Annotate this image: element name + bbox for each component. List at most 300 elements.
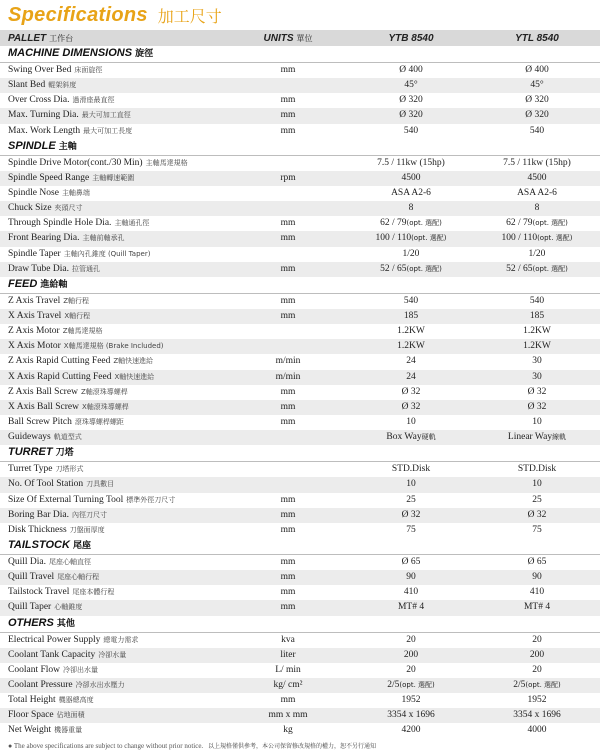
spec-value-1 [348, 370, 474, 385]
spec-value-text: 185 [529, 311, 545, 322]
spec-value-2 [474, 216, 600, 231]
table-row [0, 155, 600, 171]
table-row [0, 171, 600, 186]
spec-unit [228, 186, 348, 201]
table-row [0, 385, 600, 400]
spec-label-zh: 總電力需求 [103, 635, 139, 644]
section-title-zh: 其他 [56, 618, 75, 629]
spec-label-en: Total Height [8, 695, 56, 706]
spec-value-1 [348, 723, 474, 738]
spec-value-text: 52 / 65 [506, 263, 533, 274]
spec-value-2 [474, 415, 600, 430]
spec-label [0, 400, 228, 415]
spec-label-zh: 心軸錐度 [54, 603, 83, 612]
spec-value-1 [348, 632, 474, 648]
spec-value-2 [474, 508, 600, 523]
section-title [0, 616, 600, 633]
spec-value-1 [348, 585, 474, 600]
spec-label-zh: 夾頭尺寸 [54, 204, 83, 213]
spec-label [0, 632, 228, 648]
spec-value-1 [348, 648, 474, 663]
title-zh: 加工尺寸 [157, 6, 222, 26]
spec-label [0, 693, 228, 708]
header-label: PALLET 工作台 [0, 30, 228, 46]
spec-value-text: 62 / 79 [506, 218, 533, 229]
spec-label [0, 648, 228, 663]
section-title-zh: 進給軸 [40, 279, 68, 290]
section-header [0, 277, 600, 294]
spec-label [0, 354, 228, 369]
spec-value-text: 25 [406, 494, 416, 505]
spec-label-zh: 過滑座最直徑 [72, 96, 115, 105]
spec-value-2 [474, 462, 600, 478]
spec-label [0, 186, 228, 201]
spec-value-text: 20 [532, 664, 542, 675]
spec-label [0, 493, 228, 508]
spec-value-text: 75 [406, 524, 416, 535]
spec-label-zh: 最大可加工長度 [83, 126, 133, 135]
spec-value-2 [474, 78, 600, 93]
spec-value-text: 20 [406, 664, 416, 675]
table-row [0, 247, 600, 262]
spec-label-zh: X軸滾珠導螺桿 [81, 402, 129, 411]
spec-unit: mm [280, 401, 296, 412]
spec-value-text: 200 [403, 649, 419, 660]
spec-unit: mm [280, 386, 296, 397]
table-row [0, 477, 600, 492]
spec-label-zh: 刀盤面厚度 [69, 525, 105, 534]
spec-value-2 [474, 648, 600, 663]
spec-label-en: Net Weight [8, 725, 52, 736]
spec-value-text: Ø 32 [401, 509, 421, 520]
spec-value-text: 410 [403, 587, 419, 598]
spec-unit: mm [280, 524, 296, 535]
spec-value-text: 75 [532, 524, 542, 535]
spec-value-text: 24 [406, 371, 416, 382]
spec-value-1 [348, 324, 474, 339]
spec-value-text: 4500 [401, 172, 421, 183]
spec-value-text: 45° [404, 80, 418, 91]
spec-label [0, 201, 228, 216]
spec-value-text: 100 / 110 [375, 233, 412, 244]
table-row [0, 262, 600, 277]
spec-label [0, 339, 228, 354]
spec-label-zh: 冷卻出水量 [63, 665, 98, 674]
table-row [0, 508, 600, 523]
spec-value-1 [348, 708, 474, 723]
spec-value-1 [348, 570, 474, 585]
spec-label-en: Coolant Flow [8, 664, 60, 675]
spec-value-2 [474, 324, 600, 339]
spec-label [0, 477, 228, 492]
spec-label [0, 663, 228, 678]
spec-value-text: MT# 4 [397, 602, 425, 613]
spec-value-text: 1.2KW [397, 326, 425, 337]
spec-value-1 [348, 493, 474, 508]
table-row [0, 523, 600, 538]
spec-unit: mm [280, 233, 296, 244]
table-row [0, 293, 600, 309]
spec-value-2 [474, 93, 600, 108]
spec-label-zh: 拉管通孔 [71, 264, 100, 273]
spec-value-text: Ø 32 [401, 386, 421, 397]
section-title-zh: 旋徑 [135, 49, 154, 59]
spec-label [0, 309, 228, 324]
table-row [0, 493, 600, 508]
spec-label-zh: 冷卻水量 [98, 650, 127, 659]
spec-value-note: (opt. 選配) [532, 264, 568, 273]
spec-label-zh: 主軸鼻端 [61, 189, 90, 198]
footnote-zh: 以上規格僅供參考，本公司保留修改規格的權力，恕不另行通知 [207, 743, 376, 751]
spec-value-2 [474, 400, 600, 415]
spec-value-1 [348, 108, 474, 123]
spec-value-text: MT# 4 [523, 602, 551, 613]
section-title-zh: 尾座 [72, 540, 91, 551]
spec-unit: mm [280, 110, 296, 121]
spec-value-text: Ø 32 [527, 509, 547, 520]
spec-value-1 [348, 354, 474, 369]
spec-value-1 [348, 93, 474, 108]
spec-label [0, 708, 228, 723]
spec-value-2 [474, 523, 600, 538]
table-row [0, 186, 600, 201]
spec-label-zh: Z軸快速進給 [113, 357, 154, 366]
spec-value-text: 62 / 79 [380, 218, 407, 229]
spec-label-en: Tailstock Travel [8, 587, 70, 598]
spec-label-zh: 主軸內孔錐度 (Quill Taper) [63, 249, 151, 258]
spec-value-1 [348, 231, 474, 246]
spec-unit: mm [280, 218, 296, 229]
spec-value-text: 7.5 / 11kw (15hp) [377, 157, 445, 168]
spec-unit [228, 247, 348, 262]
spec-value-text: Ø 320 [525, 95, 549, 106]
spec-value-1 [348, 186, 474, 201]
spec-label-zh: 最大可加工直徑 [81, 111, 131, 120]
table-row [0, 63, 600, 79]
spec-value-2 [474, 493, 600, 508]
spec-unit: mm [280, 311, 296, 322]
table-row [0, 216, 600, 231]
spec-label-en: Spindle Taper [8, 248, 61, 259]
spec-value-1 [348, 678, 474, 693]
section-title [0, 538, 600, 555]
spec-value-note: 硬軌 [421, 433, 436, 442]
spec-value-text: Ø 32 [527, 401, 547, 412]
spec-value-text: 540 [529, 295, 545, 306]
spec-label [0, 430, 228, 445]
spec-label-zh: X軸馬達規格 (Brake Included) [63, 342, 164, 351]
spec-value-1 [348, 508, 474, 523]
spec-value-text: ASA A2-6 [391, 188, 431, 199]
spec-value-2 [474, 339, 600, 354]
spec-value-1 [348, 385, 474, 400]
spec-value-1 [348, 339, 474, 354]
spec-value-2 [474, 554, 600, 570]
spec-label-en: Slant Bed [8, 80, 46, 91]
spec-value-2 [474, 600, 600, 615]
spec-label [0, 216, 228, 231]
spec-value-1 [348, 63, 474, 79]
spec-label-zh: 尾座心軸直徑 [49, 558, 91, 566]
spec-value-2 [474, 663, 600, 678]
spec-label [0, 78, 228, 93]
spec-label-zh: 主軸馬達規格 [145, 158, 188, 167]
spec-value-2 [474, 354, 600, 369]
table-row [0, 400, 600, 415]
spec-value-text: Linear Way [507, 432, 553, 443]
spec-value-1 [348, 78, 474, 93]
table-row [0, 231, 600, 246]
table-row [0, 723, 600, 738]
section-title-zh: 主軸 [58, 141, 77, 152]
spec-label-en: Coolant Pressure [8, 679, 73, 690]
spec-value-2 [474, 708, 600, 723]
spec-value-1 [348, 415, 474, 430]
spec-value-text: 1.2KW [397, 341, 425, 352]
spec-unit: m/min [275, 356, 301, 367]
spec-value-text: 3354 x 1696 [513, 710, 561, 721]
spec-value-text: 20 [406, 634, 416, 645]
spec-label-en: Max. Work Length [8, 125, 81, 136]
table-row [0, 370, 600, 385]
spec-label-en: Turret Type [8, 464, 53, 475]
table-row [0, 201, 600, 216]
spec-value-2 [474, 201, 600, 216]
spec-value-note: 線軌 [552, 433, 567, 442]
spec-label [0, 93, 228, 108]
spec-label-en: Spindle Drive Motor(cont./30 Min) [8, 157, 143, 168]
spec-unit: m/min [275, 371, 301, 382]
spec-label-zh: X軸行程 [64, 312, 91, 321]
spec-value-1 [348, 262, 474, 277]
spec-label-zh: Z軸滾珠導螺桿 [80, 387, 128, 396]
section-title [0, 445, 600, 462]
spec-value-text: 30 [532, 371, 542, 382]
spec-unit [228, 78, 348, 93]
section-title-en: OTHERS [8, 616, 54, 629]
spec-value-text: Ø 65 [527, 557, 547, 567]
page-title [0, 0, 600, 30]
spec-label-zh: 標準外徑刀尺寸 [126, 495, 176, 504]
spec-value-note: (opt. 選配) [411, 234, 447, 243]
spec-value-text: 1/20 [402, 248, 420, 259]
spec-value-text: 1952 [401, 695, 421, 706]
spec-value-1 [348, 293, 474, 309]
spec-value-1 [348, 462, 474, 478]
table-row [0, 708, 600, 723]
spec-value-2 [474, 430, 600, 445]
spec-label-zh: 軌道型式 [53, 433, 82, 442]
spec-label-en: No. Of Tool Station [8, 479, 84, 490]
spec-value-text: 4200 [401, 725, 421, 736]
spec-unit [228, 430, 348, 445]
spec-value-text: 200 [529, 649, 545, 660]
spec-value-1 [348, 400, 474, 415]
spec-value-text: 4000 [527, 725, 547, 736]
spec-label [0, 370, 228, 385]
spec-unit: kg/ cm² [273, 679, 303, 690]
spec-value-note: (opt. 選配) [406, 264, 442, 273]
footnote-bullet: ● [8, 742, 13, 751]
table-row [0, 632, 600, 648]
spec-value-1 [348, 523, 474, 538]
spec-value-2 [474, 723, 600, 738]
spec-label [0, 262, 228, 277]
spec-value-text: 1952 [527, 695, 547, 706]
spec-unit: mm [280, 695, 296, 706]
spec-label [0, 462, 228, 478]
spec-label-en: Boring Bar Dia. [8, 509, 69, 520]
table-row [0, 78, 600, 93]
spec-unit: mm [280, 263, 296, 274]
spec-label-zh: 刀具數目 [86, 480, 115, 489]
section-header [0, 445, 600, 462]
spec-value-text: Ø 32 [401, 401, 421, 412]
spec-label-en: X Axis Ball Screw [8, 401, 79, 412]
spec-value-text: 30 [532, 356, 542, 367]
table-row [0, 93, 600, 108]
spec-unit: mm [280, 572, 296, 583]
section-title-en: MACHINE DIMENSIONS [8, 47, 133, 59]
spec-value-text: 185 [403, 311, 419, 322]
spec-label-zh: 床面旋徑 [74, 66, 103, 75]
spec-value-text: 540 [403, 295, 419, 306]
spec-value-2 [474, 108, 600, 123]
spec-unit: liter [280, 649, 296, 660]
spec-value-text: 8 [408, 203, 414, 214]
section-title [0, 277, 600, 294]
spec-label-en: Ball Screw Pitch [8, 417, 72, 428]
spec-label [0, 293, 228, 309]
spec-value-1 [348, 124, 474, 139]
spec-label-zh: X軸快速進給 [114, 372, 155, 381]
spec-unit: mm [280, 417, 296, 428]
spec-value-text: STD.Disk [517, 464, 557, 475]
spec-label [0, 324, 228, 339]
spec-label-en: X Axis Rapid Cutting Feed [8, 371, 112, 382]
spec-label-en: Swing Over Bed [8, 65, 72, 76]
spec-label-en: Floor Space [8, 710, 54, 721]
spec-value-text: Ø 32 [527, 386, 547, 397]
spec-value-text: Ø 65 [401, 557, 421, 567]
spec-value-text: 10 [406, 417, 416, 428]
spec-value-text: Ø 400 [525, 65, 549, 76]
spec-value-2 [474, 385, 600, 400]
spec-value-text: 24 [406, 356, 416, 367]
section-header [0, 46, 600, 63]
spec-label [0, 600, 228, 615]
spec-label-zh: 尾座本體行程 [72, 588, 115, 597]
header-model-2: YTL 8540 [474, 30, 600, 46]
spec-unit: kva [281, 634, 295, 645]
spec-label-en: Z Axis Ball Screw [8, 386, 78, 397]
spec-unit [228, 477, 348, 492]
spec-value-2 [474, 231, 600, 246]
spec-value-text: 10 [532, 479, 542, 490]
spec-value-text: Ø 320 [399, 110, 423, 121]
spec-label [0, 155, 228, 171]
spec-label-en: Front Bearing Dia. [8, 233, 80, 244]
spec-value-text: 90 [532, 572, 542, 583]
section-title-en: TURRET [8, 446, 53, 459]
spec-value-text: 8 [534, 203, 540, 214]
section-title [0, 46, 600, 63]
spec-label-zh: 機器重量 [54, 726, 83, 735]
spec-value-text: 540 [403, 125, 419, 136]
spec-label-en: Coolant Tank Capacity [8, 649, 96, 660]
table-row [0, 600, 600, 615]
spec-label-en: Guideways [8, 432, 51, 443]
section-title-en: SPINDLE [8, 139, 56, 152]
spec-value-2 [474, 585, 600, 600]
spec-label-zh: 機器總高度 [58, 696, 94, 705]
spec-label-zh: 冷卻水出水壓力 [75, 680, 125, 689]
section-header [0, 538, 600, 555]
spec-value-2 [474, 262, 600, 277]
spec-label-zh: 佔地面積 [56, 711, 85, 720]
spec-unit: mm [280, 95, 296, 106]
table-row [0, 108, 600, 123]
spec-label [0, 415, 228, 430]
spec-value-1 [348, 247, 474, 262]
spec-value-text: 3354 x 1696 [387, 710, 435, 721]
spec-label-zh: 刀塔形式 [55, 465, 84, 474]
spec-unit: rpm [280, 172, 296, 183]
spec-value-text: Box Way [386, 432, 422, 443]
spec-label [0, 171, 228, 186]
spec-value-text: 52 / 65 [380, 263, 407, 274]
spec-label-en: X Axis Motor [8, 341, 61, 352]
spec-unit: L/ min [275, 664, 301, 675]
table-row [0, 339, 600, 354]
spec-label [0, 585, 228, 600]
spec-label-en: Through Spindle Hole Dia. [8, 218, 112, 229]
spec-label-en: Quill Taper [8, 602, 52, 613]
spec-label [0, 678, 228, 693]
spec-value-text: 2/5 [387, 679, 400, 690]
spec-label-en: Z Axis Travel [8, 295, 61, 306]
spec-value-text: STD.Disk [391, 464, 431, 475]
section-title-en: FEED [8, 277, 38, 290]
spec-value-2 [474, 155, 600, 171]
spec-unit: mm x mm [268, 710, 308, 721]
spec-label [0, 508, 228, 523]
spec-value-2 [474, 678, 600, 693]
spec-label-zh: Z軸馬達規格 [62, 327, 103, 336]
header-model-1: YTB 8540 [348, 30, 474, 46]
spec-label-zh: 內徑刀尺寸 [71, 510, 107, 519]
table-row [0, 309, 600, 324]
spec-label-zh: Z軸行程 [63, 296, 90, 305]
spec-value-1 [348, 216, 474, 231]
spec-value-text: 1/20 [528, 248, 546, 259]
table-row [0, 554, 600, 570]
spec-value-1 [348, 309, 474, 324]
spec-label-en: Z Axis Motor [8, 326, 60, 337]
spec-value-text: 1.2KW [523, 341, 551, 352]
spec-value-2 [474, 632, 600, 648]
table-row [0, 430, 600, 445]
spec-value-note: (opt. 選配) [406, 219, 442, 228]
spec-unit: mm [280, 557, 296, 567]
spec-value-1 [348, 693, 474, 708]
spec-value-2 [474, 477, 600, 492]
spec-value-text: 25 [532, 494, 542, 505]
spec-label-en: Draw Tube Dia. [8, 263, 69, 274]
spec-label [0, 523, 228, 538]
spec-value-2 [474, 186, 600, 201]
spec-value-1 [348, 201, 474, 216]
